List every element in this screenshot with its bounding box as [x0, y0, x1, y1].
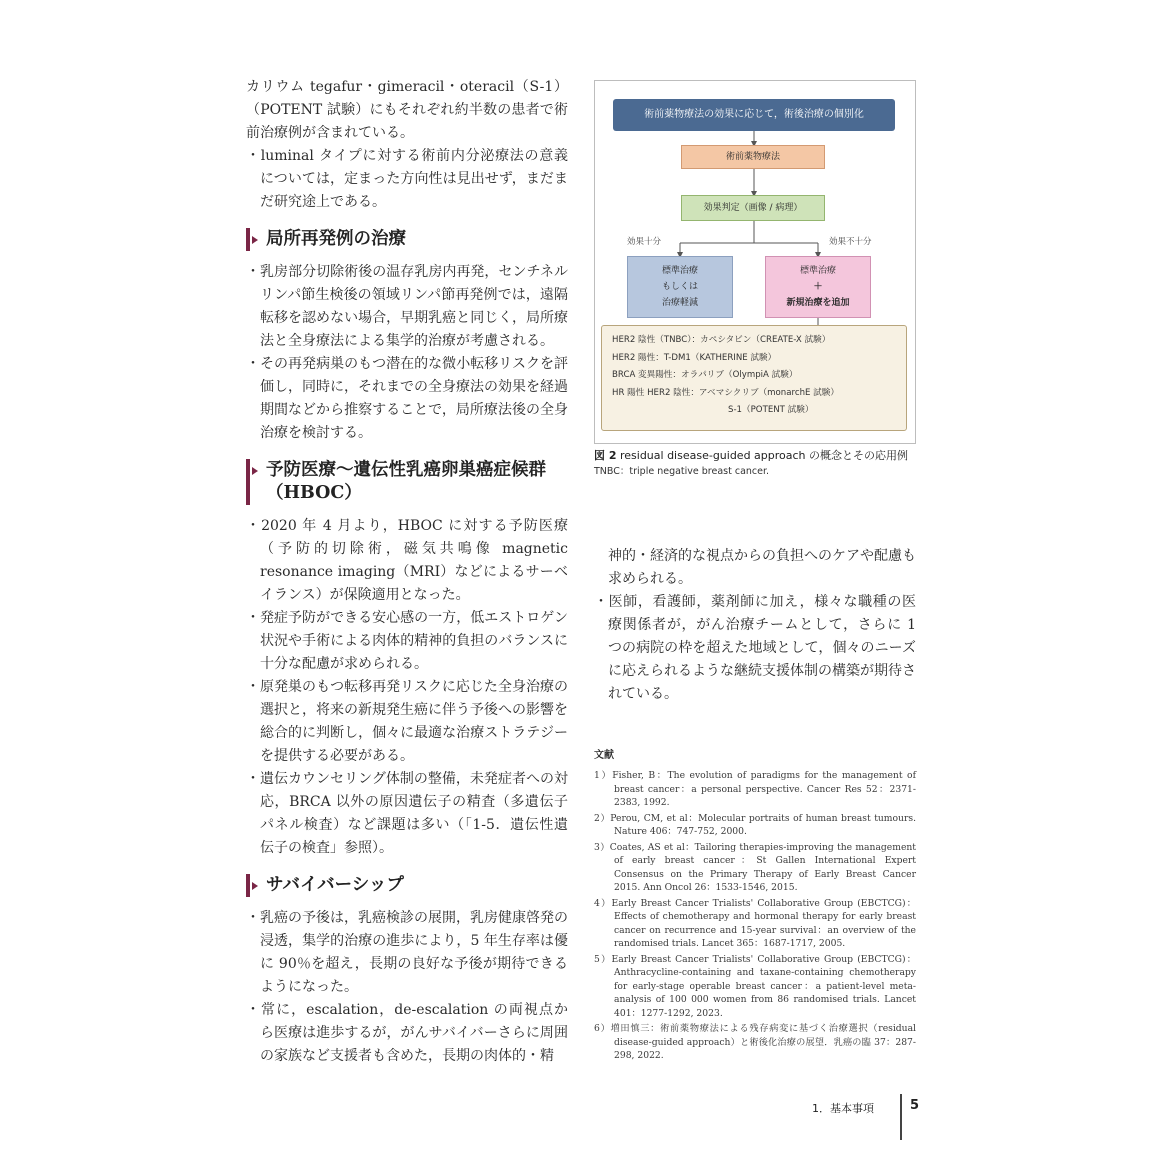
section-heading-hboc [246, 459, 568, 505]
reference-item: 6）増田慎三：術前薬物療法による残存病変に基づく治療選択（residual disease-guided approach）と術後化治療の展望．乳癌の臨 37：287-298, 2022. [594, 1023, 916, 1061]
note-line: S-1（POTENT 試験） [728, 405, 814, 415]
flow-box-line: 標準治療 [799, 266, 836, 276]
left-column [246, 76, 568, 1068]
caption-sub: TNBC：triple negative breast cancer. [594, 466, 770, 477]
caption-label: 図 2 [594, 449, 617, 462]
flow-box-standard [627, 256, 733, 318]
flow-box-line: ＋ [813, 282, 823, 292]
flow-box-line: 治療軽減 [661, 298, 698, 308]
footer-divider [900, 1094, 902, 1140]
note-line: BRCA 変異陽性：オラパリブ（OlympiA 試験） [612, 370, 798, 380]
figure-caption [594, 448, 916, 480]
flow-label-insufficient: 効果不十分 [829, 237, 872, 247]
flow-step-preop-therapy: 術前薬物療法 [681, 145, 825, 169]
caption-text: residual disease-guided approach の概念とその応用例 [619, 449, 909, 462]
reference-item: 1）Fisher, B：The evolution of paradigms for the management of breast cancer：a personal perspective. Cancer Res 52：2371-2383, 1992. [594, 770, 916, 808]
reference-item: 4）Early Breast Cancer Trialists' Collaborative Group (EBCTCG)：Effects of chemotherapy and hormonal therapy for early breast cancer on recurrence and 15-year survival：an overview of the randomised trials. Lancet 365：1687-1717, 2005. [594, 897, 916, 949]
section-title: 予防医療～遺伝性乳癌卵巣癌症候群（HBOC） [266, 460, 546, 503]
flow-box-line: もしくは [661, 282, 698, 292]
section-title: 局所再発例の治療 [266, 229, 406, 249]
list-item: ・その再発病巣のもつ潜在的な微小転移リスクを評価し，同時に，それまでの全身療法の効果を経過期間などから推察することで，局所療法後の全身治療を検討する。 [246, 356, 568, 441]
list-item: ・発症予防ができる安心感の一方，低エストロゲン状況や手術による肉体的精神的負担のバランスに十分な配慮が求められる。 [246, 610, 568, 672]
list-item: ・2020 年 4 月より，HBOC に対する予防医療（予防的切除術，磁気共鳴像 magnetic resonance imaging（MRI）などによるサーベイランス）が保険適用となった。 [246, 518, 568, 603]
flow-box-line: 標準治療 [661, 266, 698, 276]
reference-item: 3）Coates, AS et al：Tailoring therapies-improving the management of early breast cancer：St Gallen International Expert Consensus on the Primary Therapy of Early Breast Cancer 2015. Ann Oncol 26：1533-1546, 2015. [594, 841, 916, 893]
figure-flowchart [594, 80, 916, 444]
list-item: ・原発巣のもつ転移再発リスクに応じた全身治療の選択と，将来の新規発生癌に伴う予後への影響を総合的に判断し，個々に最適な治療ストラテジーを提供する必要がある。 [246, 679, 568, 764]
flow-note-box [601, 325, 907, 431]
note-line: HER2 陰性（TNBC）：カペシタビン（CREATE-X 試験） [612, 335, 831, 345]
continued-paragraph: 神的・経済的な視点からの負担へのケアや配慮も求められる。 [608, 548, 916, 587]
section-heading-local-recurrence [246, 228, 568, 251]
right-column [594, 545, 916, 1065]
section-heading-survivorship [246, 874, 568, 897]
list-item: ・常に，escalation，de-escalation の両視点から医療は進歩するが，がんサバイバーさらに周囲の家族など支援者も含めた，長期の肉体的・精 [246, 1002, 568, 1064]
references-heading: 文献 [594, 750, 614, 761]
flow-title-box: 術前薬物療法の効果に応じて，術後治療の個別化 [613, 99, 895, 131]
list-item: ・遺伝カウンセリング体制の整備，未発症者への対応，BRCA 以外の原因遺伝子の精査（多遺伝子パネル検査）など課題は多い（「1-5．遺伝性遺伝子の検査」参照）。 [246, 771, 568, 856]
flow-step-evaluation: 効果判定（画像 / 病理） [681, 195, 825, 221]
footer-section: 1．基本事項 [812, 1102, 874, 1115]
page-number: 5 [910, 1098, 920, 1113]
note-line: HR 陽性 HER2 陰性：アベマシクリブ（monarchE 試験） [612, 387, 839, 398]
note-line: HER2 陽性：T-DM1（KATHERINE 試験） [612, 352, 777, 363]
list-item: ・乳癌の予後は，乳癌検診の展開，乳房健康啓発の浸透，集学的治療の進歩により，5 年生存率は優に 90％を超え，長期の良好な予後が期待できるようになった。 [246, 910, 568, 995]
intro-bullet: ・luminal タイプに対する術前内分泌療法の意義については，定まった方向性は見出せず，まだまだ研究途上である。 [246, 148, 568, 210]
section-title: サバイバーシップ [266, 875, 404, 895]
intro-paragraph: カリウム tegafur・gimeracil・oteracil（S-1）（POTENT 試験）にもそれぞれ約半数の患者で術前治療例が含まれている。 [246, 79, 568, 141]
list-item: ・医師，看護師，薬剤師に加え，様々な職種の医療関係者が，がん治療チームとして，さらに 1 つの病院の枠を超えた地域として，個々のニーズに応えられるような継続支援体制の構築が期待されている。 [594, 594, 916, 702]
flow-box-line: 新規治療を追加 [786, 298, 850, 308]
reference-item: 2）Perou, CM, et al：Molecular portraits of human breast tumours. Nature 406：747-752, 2000. [594, 812, 916, 837]
flow-box-additional [765, 256, 871, 318]
list-item: ・乳房部分切除術後の温存乳房内再発，センチネルリンパ節生検後の領域リンパ節再発例では，遠隔転移を認めない場合，早期乳癌と同じく，局所療法と全身療法による集学的治療が考慮される。 [246, 264, 568, 349]
flow-label-sufficient: 効果十分 [627, 237, 662, 247]
reference-item: 5）Early Breast Cancer Trialists' Collaborative Group (EBCTCG)：Anthracycline-containing and taxane-containing chemotherapy for early-stage operable breast cancer：a patient-level meta-analysis of 100 000 women from 86 randomised trials. Lancet 401：1277-1292, 2023. [594, 953, 916, 1019]
